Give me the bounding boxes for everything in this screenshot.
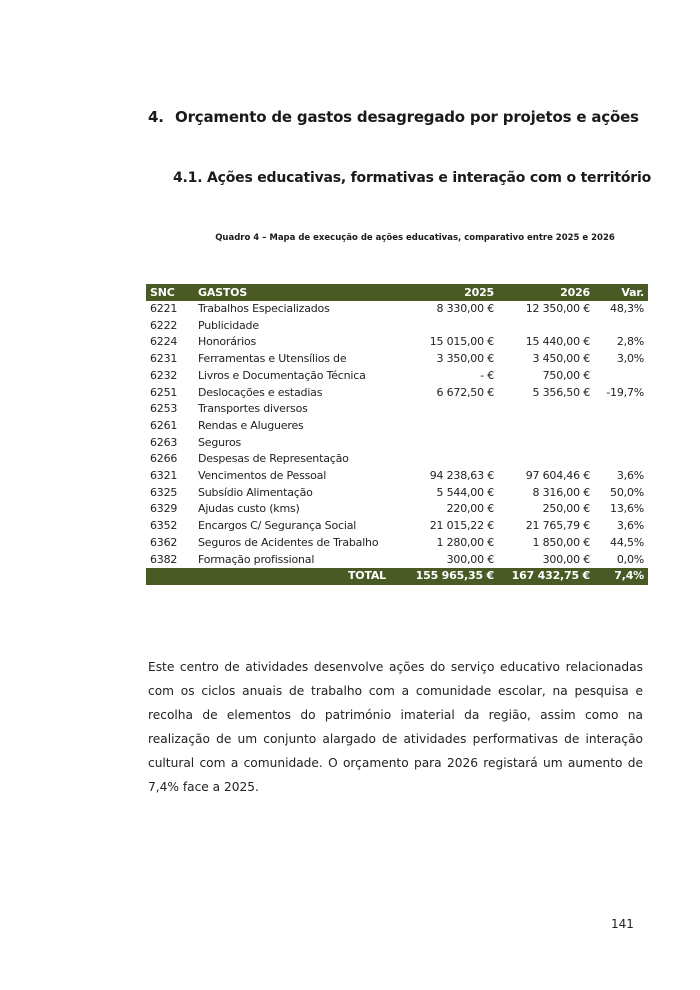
cell-gastos: Encargos C/ Segurança Social xyxy=(198,519,357,533)
cell-y2025 xyxy=(390,418,498,435)
cell-y2026 xyxy=(498,318,594,335)
cell-y2025: 8 330,00 € xyxy=(436,302,494,315)
table-row xyxy=(146,518,648,535)
cell-var: 50,0% xyxy=(610,485,644,499)
cell-var xyxy=(594,418,648,435)
table-row xyxy=(146,451,648,468)
cell-snc: 6325 xyxy=(150,485,178,499)
table-row xyxy=(146,535,648,552)
column-header-snc: SNC xyxy=(146,284,194,301)
total-var: 7,4% xyxy=(594,568,648,585)
cell-gastos: Seguros de Acidentes de Trabalho xyxy=(198,535,379,549)
cell-gastos: Ajudas custo (kms) xyxy=(198,502,300,516)
column-header-var: Var. xyxy=(594,284,648,301)
cell-y2026: 97 604,46 € xyxy=(525,469,590,483)
cell-snc: 6221 xyxy=(150,302,178,315)
cell-var xyxy=(594,318,648,335)
cell-var: 0,0% xyxy=(616,552,644,566)
cell-y2026: 5 356,50 € xyxy=(532,385,590,399)
cell-y2026: 300,00 € xyxy=(542,552,590,566)
cell-y2026: 12 350,00 € xyxy=(525,302,590,315)
cell-var: 3,0% xyxy=(616,352,644,366)
cell-snc: 6352 xyxy=(150,519,178,533)
section-title: Orçamento de gastos desagregado por projetos e ações xyxy=(175,108,639,126)
column-header-2025: 2025 xyxy=(390,284,498,301)
cell-y2026: 8 316,00 € xyxy=(532,485,590,499)
table-header-row xyxy=(146,284,648,301)
column-header-2026: 2026 xyxy=(498,284,594,301)
subsection-heading: 4.1. Ações educativas, formativas e interação com o território xyxy=(173,170,651,186)
cell-y2026 xyxy=(498,418,594,435)
table-row xyxy=(146,435,648,452)
table-row xyxy=(146,301,648,318)
cell-snc: 6224 xyxy=(150,335,178,349)
cell-gastos: Formação profissional xyxy=(198,552,315,566)
cell-var: 48,3% xyxy=(610,302,644,315)
cell-y2026 xyxy=(498,451,594,468)
cell-gastos: Vencimentos de Pessoal xyxy=(198,469,327,483)
body-paragraph: Este centro de atividades desenvolve ações do serviço educativo relacionadas com os ciclos anuais de trabalho com a comunidade escolar, na pesquisa e recolha de elementos do património imaterial da região, assim como na realização de um conjunto alargado de atividades performativas de interação cultural com a comunidade. O orçamento para 2026 registará um aumento de 7,4% face a 2025. xyxy=(148,660,643,794)
cell-snc: 6232 xyxy=(150,368,178,382)
cell-var: -19,7% xyxy=(606,385,644,399)
cell-y2025: 6 672,50 € xyxy=(436,385,494,399)
cell-y2025 xyxy=(390,401,498,418)
cell-var: 3,6% xyxy=(616,469,644,483)
cell-gastos: Livros e Documentação Técnica xyxy=(198,368,366,382)
section-number: 4. xyxy=(148,108,164,126)
cell-var: 13,6% xyxy=(610,502,644,516)
cell-var: 3,6% xyxy=(616,519,644,533)
cell-var: 44,5% xyxy=(610,535,644,549)
table-row xyxy=(146,418,648,435)
cell-y2025: 15 015,00 € xyxy=(429,335,494,349)
total-2025: 155 965,35 € xyxy=(390,568,498,585)
cell-y2026: 750,00 € xyxy=(542,368,590,382)
total-2026: 167 432,75 € xyxy=(498,568,594,585)
table-row xyxy=(146,318,648,335)
cell-y2026: 1 850,00 € xyxy=(532,535,590,549)
table-row xyxy=(146,485,648,502)
table-row xyxy=(146,351,648,368)
cell-snc: 6253 xyxy=(150,402,178,416)
cell-y2025: 21 015,22 € xyxy=(429,519,494,533)
cell-y2026 xyxy=(498,435,594,452)
table-caption: Quadro 4 – Mapa de execução de ações educativas, comparativo entre 2025 e 2026 xyxy=(215,233,615,243)
cell-y2025 xyxy=(390,318,498,335)
cell-snc: 6382 xyxy=(150,552,178,566)
cell-y2026: 15 440,00 € xyxy=(525,335,590,349)
cell-y2026: 250,00 € xyxy=(542,502,590,516)
total-label: TOTAL xyxy=(194,568,390,585)
cell-gastos: Seguros xyxy=(198,435,242,449)
cell-gastos: Honorários xyxy=(198,335,257,349)
cell-snc: 6222 xyxy=(150,318,178,332)
cell-var xyxy=(594,368,648,385)
cell-var xyxy=(594,435,648,452)
cell-snc: 6266 xyxy=(150,452,178,466)
cell-y2025 xyxy=(390,435,498,452)
cell-y2025: 5 544,00 € xyxy=(436,485,494,499)
cell-gastos: Ferramentas e Utensílios de xyxy=(198,352,347,366)
table-row xyxy=(146,385,648,402)
cell-var xyxy=(594,451,648,468)
cell-y2025: 3 350,00 € xyxy=(436,352,494,366)
cell-var: 2,8% xyxy=(616,335,644,349)
column-header-gastos: GASTOS xyxy=(194,284,390,301)
budget-table xyxy=(146,284,648,585)
cell-y2025: 300,00 € xyxy=(446,552,494,566)
cell-var xyxy=(594,401,648,418)
cell-snc: 6231 xyxy=(150,352,178,366)
cell-y2025: - € xyxy=(480,368,494,382)
cell-y2026: 21 765,79 € xyxy=(525,519,590,533)
table-total-row xyxy=(146,568,648,585)
page-number: 141 xyxy=(611,917,634,931)
cell-gastos: Trabalhos Especializados xyxy=(198,302,330,315)
cell-y2025: 1 280,00 € xyxy=(436,535,494,549)
cell-y2025: 94 238,63 € xyxy=(429,469,494,483)
table-row xyxy=(146,368,648,385)
cell-gastos: Deslocações e estadias xyxy=(198,385,323,399)
cell-gastos: Publicidade xyxy=(198,318,259,332)
cell-gastos: Subsídio Alimentação xyxy=(198,485,313,499)
cell-snc: 6261 xyxy=(150,418,178,432)
section-heading xyxy=(148,108,639,126)
cell-snc: 6321 xyxy=(150,469,178,483)
cell-y2026: 3 450,00 € xyxy=(532,352,590,366)
cell-gastos: Transportes diversos xyxy=(198,402,308,416)
cell-gastos: Rendas e Alugueres xyxy=(198,418,304,432)
cell-snc: 6263 xyxy=(150,435,178,449)
cell-y2025 xyxy=(390,451,498,468)
cell-gastos: Despesas de Representação xyxy=(198,452,349,466)
table-row xyxy=(146,468,648,485)
cell-y2026 xyxy=(498,401,594,418)
table-row xyxy=(146,401,648,418)
table-row xyxy=(146,552,648,569)
table-row xyxy=(146,501,648,518)
cell-snc: 6251 xyxy=(150,385,178,399)
cell-y2025: 220,00 € xyxy=(446,502,494,516)
cell-snc: 6362 xyxy=(150,535,178,549)
table-row xyxy=(146,334,648,351)
cell-snc: 6329 xyxy=(150,502,178,516)
